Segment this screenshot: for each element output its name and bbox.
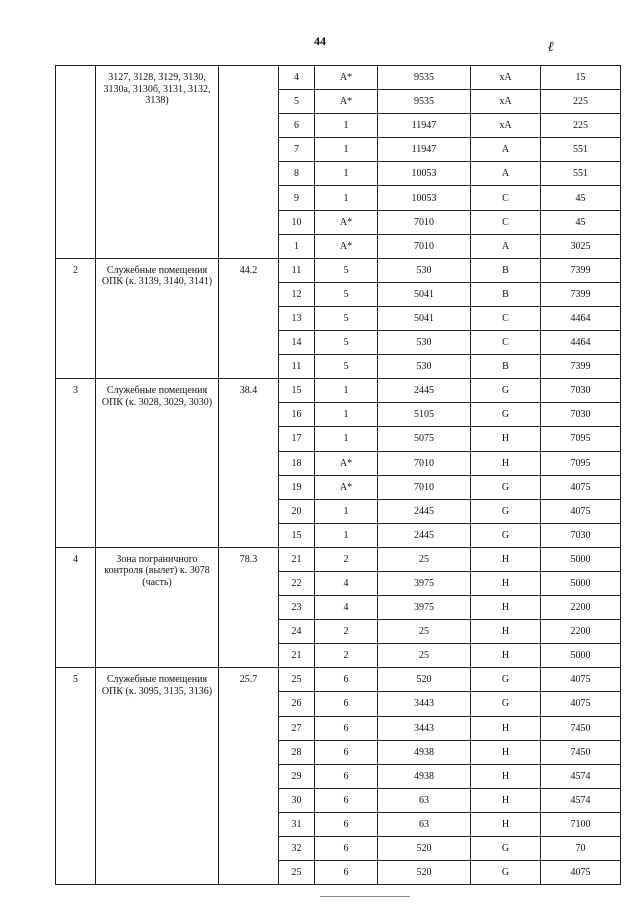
y-coordinate-cell: 3025 [541, 234, 621, 258]
x-coordinate-cell: 25 [378, 547, 471, 571]
point-type-cell: 6 [315, 837, 378, 861]
x-coordinate-cell: 5075 [378, 427, 471, 451]
point-type-cell: 1 [315, 162, 378, 186]
area-cell [219, 66, 279, 259]
point-number-cell: 29 [279, 764, 315, 788]
y-coordinate-cell: 551 [541, 162, 621, 186]
point-type-cell: 6 [315, 740, 378, 764]
axis-cell: G [471, 668, 541, 692]
point-number-cell: 25 [279, 861, 315, 885]
axis-cell: С [471, 306, 541, 330]
axis-cell: Н [471, 644, 541, 668]
area-cell: 25.7 [219, 668, 279, 885]
y-coordinate-cell: 7030 [541, 379, 621, 403]
point-number-cell: 16 [279, 403, 315, 427]
point-type-cell: 1 [315, 138, 378, 162]
axis-cell: Н [471, 596, 541, 620]
x-coordinate-cell: 3975 [378, 571, 471, 595]
x-coordinate-cell: 520 [378, 837, 471, 861]
point-type-cell: 1 [315, 427, 378, 451]
y-coordinate-cell: 4075 [541, 668, 621, 692]
y-coordinate-cell: 7095 [541, 451, 621, 475]
table-row [56, 379, 621, 403]
x-coordinate-cell: 25 [378, 620, 471, 644]
room-name-cell: Служебные помещения ОПК (к. 3139, 3140, 3141) [96, 258, 219, 378]
point-number-cell: 18 [279, 451, 315, 475]
y-coordinate-cell: 4075 [541, 692, 621, 716]
axis-cell: Н [471, 571, 541, 595]
point-type-cell: 4 [315, 571, 378, 595]
area-cell: 78.3 [219, 547, 279, 667]
point-type-cell: 5 [315, 355, 378, 379]
x-coordinate-cell: 10053 [378, 162, 471, 186]
point-type-cell: 1 [315, 186, 378, 210]
point-number-cell: 15 [279, 523, 315, 547]
group-number-cell: 2 [56, 258, 96, 378]
point-type-cell: 6 [315, 668, 378, 692]
axis-cell: G [471, 403, 541, 427]
y-coordinate-cell: 4464 [541, 306, 621, 330]
x-coordinate-cell: 4938 [378, 740, 471, 764]
x-coordinate-cell: 7010 [378, 475, 471, 499]
point-type-cell: 2 [315, 547, 378, 571]
y-coordinate-cell: 225 [541, 114, 621, 138]
x-coordinate-cell: 7010 [378, 234, 471, 258]
table-row [56, 258, 621, 282]
point-type-cell: 6 [315, 692, 378, 716]
x-coordinate-cell: 530 [378, 258, 471, 282]
axis-cell: G [471, 499, 541, 523]
point-number-cell: 11 [279, 258, 315, 282]
y-coordinate-cell: 2200 [541, 596, 621, 620]
point-number-cell: 21 [279, 547, 315, 571]
table-row [56, 547, 621, 571]
y-coordinate-cell: 7450 [541, 740, 621, 764]
room-name-cell: Служебные помещения ОПК (к. 3095, 3135, 3136) [96, 668, 219, 885]
page-number: 44 [314, 34, 326, 48]
y-coordinate-cell: 551 [541, 138, 621, 162]
y-coordinate-cell: 7100 [541, 812, 621, 836]
x-coordinate-cell: 10053 [378, 186, 471, 210]
point-number-cell: 11 [279, 355, 315, 379]
axis-cell: А [471, 234, 541, 258]
point-number-cell: 21 [279, 644, 315, 668]
x-coordinate-cell: 63 [378, 788, 471, 812]
x-coordinate-cell: 530 [378, 331, 471, 355]
point-type-cell: А* [315, 234, 378, 258]
axis-cell: Н [471, 547, 541, 571]
point-number-cell: 6 [279, 114, 315, 138]
group-number-cell: 3 [56, 379, 96, 548]
x-coordinate-cell: 2445 [378, 523, 471, 547]
point-type-cell: 6 [315, 861, 378, 885]
group-number-cell: 5 [56, 668, 96, 885]
axis-cell: хА [471, 66, 541, 90]
point-number-cell: 20 [279, 499, 315, 523]
point-number-cell: 22 [279, 571, 315, 595]
axis-cell: Н [471, 427, 541, 451]
point-type-cell: 4 [315, 596, 378, 620]
x-coordinate-cell: 2445 [378, 499, 471, 523]
table-body [56, 66, 621, 885]
y-coordinate-cell: 4075 [541, 861, 621, 885]
point-number-cell: 24 [279, 620, 315, 644]
point-type-cell: 5 [315, 331, 378, 355]
point-number-cell: 23 [279, 596, 315, 620]
point-type-cell: 1 [315, 114, 378, 138]
axis-cell: G [471, 475, 541, 499]
y-coordinate-cell: 7399 [541, 355, 621, 379]
point-type-cell: 1 [315, 499, 378, 523]
y-coordinate-cell: 7030 [541, 523, 621, 547]
axis-cell: G [471, 692, 541, 716]
axis-cell: Н [471, 740, 541, 764]
axis-cell: А [471, 162, 541, 186]
point-number-cell: 4 [279, 66, 315, 90]
y-coordinate-cell: 4574 [541, 764, 621, 788]
y-coordinate-cell: 45 [541, 210, 621, 234]
point-number-cell: 9 [279, 186, 315, 210]
y-coordinate-cell: 2200 [541, 620, 621, 644]
x-coordinate-cell: 530 [378, 355, 471, 379]
y-coordinate-cell: 7030 [541, 403, 621, 427]
axis-cell: А [471, 138, 541, 162]
point-type-cell: 6 [315, 716, 378, 740]
x-coordinate-cell: 7010 [378, 451, 471, 475]
point-number-cell: 26 [279, 692, 315, 716]
x-coordinate-cell: 2445 [378, 379, 471, 403]
y-coordinate-cell: 4464 [541, 331, 621, 355]
y-coordinate-cell: 7399 [541, 282, 621, 306]
room-name-cell: 3127, 3128, 3129, 3130, 3130а, 3130б, 3131, 3132, 3138) [96, 66, 219, 259]
point-type-cell: 2 [315, 644, 378, 668]
axis-cell: хА [471, 114, 541, 138]
x-coordinate-cell: 11947 [378, 114, 471, 138]
point-number-cell: 5 [279, 90, 315, 114]
point-type-cell: 2 [315, 620, 378, 644]
x-coordinate-cell: 5105 [378, 403, 471, 427]
axis-cell: В [471, 258, 541, 282]
point-type-cell: А* [315, 66, 378, 90]
y-coordinate-cell: 5000 [541, 644, 621, 668]
point-type-cell: 6 [315, 812, 378, 836]
x-coordinate-cell: 11947 [378, 138, 471, 162]
point-number-cell: 25 [279, 668, 315, 692]
point-number-cell: 31 [279, 812, 315, 836]
point-type-cell: 6 [315, 764, 378, 788]
axis-cell: С [471, 331, 541, 355]
y-coordinate-cell: 225 [541, 90, 621, 114]
x-coordinate-cell: 520 [378, 861, 471, 885]
y-coordinate-cell: 4075 [541, 499, 621, 523]
point-number-cell: 13 [279, 306, 315, 330]
point-number-cell: 28 [279, 740, 315, 764]
group-number-cell [56, 66, 96, 259]
axis-cell: С [471, 210, 541, 234]
point-number-cell: 19 [279, 475, 315, 499]
x-coordinate-cell: 25 [378, 644, 471, 668]
group-number-cell: 4 [56, 547, 96, 667]
area-cell: 44.2 [219, 258, 279, 378]
x-coordinate-cell: 520 [378, 668, 471, 692]
table-row [56, 66, 621, 90]
point-type-cell: 5 [315, 258, 378, 282]
y-coordinate-cell: 5000 [541, 571, 621, 595]
axis-cell: В [471, 282, 541, 306]
point-type-cell: 6 [315, 788, 378, 812]
point-number-cell: 14 [279, 331, 315, 355]
axis-cell: Н [471, 716, 541, 740]
x-coordinate-cell: 7010 [378, 210, 471, 234]
point-number-cell: 27 [279, 716, 315, 740]
y-coordinate-cell: 7095 [541, 427, 621, 451]
point-type-cell: А* [315, 451, 378, 475]
axis-cell: Н [471, 812, 541, 836]
point-type-cell: А* [315, 90, 378, 114]
point-number-cell: 12 [279, 282, 315, 306]
axis-cell: G [471, 379, 541, 403]
axis-cell: G [471, 523, 541, 547]
point-type-cell: 1 [315, 523, 378, 547]
y-coordinate-cell: 5000 [541, 547, 621, 571]
axis-cell: Н [471, 451, 541, 475]
x-coordinate-cell: 5041 [378, 282, 471, 306]
y-coordinate-cell: 4075 [541, 475, 621, 499]
axis-cell: G [471, 861, 541, 885]
point-type-cell: 1 [315, 379, 378, 403]
y-coordinate-cell: 7399 [541, 258, 621, 282]
y-coordinate-cell: 7450 [541, 716, 621, 740]
y-coordinate-cell: 15 [541, 66, 621, 90]
point-number-cell: 10 [279, 210, 315, 234]
x-coordinate-cell: 63 [378, 812, 471, 836]
point-number-cell: 15 [279, 379, 315, 403]
table-row [56, 668, 621, 692]
point-type-cell: А* [315, 210, 378, 234]
axis-cell: Н [471, 620, 541, 644]
room-name-cell: Зона пограничного контроля (вылет) к. 3078 (часть) [96, 547, 219, 667]
point-number-cell: 8 [279, 162, 315, 186]
y-coordinate-cell: 45 [541, 186, 621, 210]
x-coordinate-cell: 3975 [378, 596, 471, 620]
point-type-cell: 5 [315, 282, 378, 306]
page-bottom-rule [320, 896, 410, 897]
point-number-cell: 32 [279, 837, 315, 861]
x-coordinate-cell: 3443 [378, 716, 471, 740]
point-type-cell: А* [315, 475, 378, 499]
x-coordinate-cell: 5041 [378, 306, 471, 330]
point-type-cell: 5 [315, 306, 378, 330]
point-type-cell: 1 [315, 403, 378, 427]
axis-cell: С [471, 186, 541, 210]
point-number-cell: 17 [279, 427, 315, 451]
coordinates-table [55, 65, 621, 885]
y-coordinate-cell: 70 [541, 837, 621, 861]
point-number-cell: 7 [279, 138, 315, 162]
axis-cell: хА [471, 90, 541, 114]
point-number-cell: 1 [279, 234, 315, 258]
corner-handwritten-mark: ℓ [548, 40, 554, 55]
axis-cell: В [471, 355, 541, 379]
axis-cell: Н [471, 764, 541, 788]
x-coordinate-cell: 3443 [378, 692, 471, 716]
x-coordinate-cell: 4938 [378, 764, 471, 788]
point-number-cell: 30 [279, 788, 315, 812]
x-coordinate-cell: 9535 [378, 90, 471, 114]
y-coordinate-cell: 4574 [541, 788, 621, 812]
axis-cell: Н [471, 788, 541, 812]
x-coordinate-cell: 9535 [378, 66, 471, 90]
area-cell: 38.4 [219, 379, 279, 548]
axis-cell: G [471, 837, 541, 861]
room-name-cell: Служебные помещения ОПК (к. 3028, 3029, 3030) [96, 379, 219, 548]
